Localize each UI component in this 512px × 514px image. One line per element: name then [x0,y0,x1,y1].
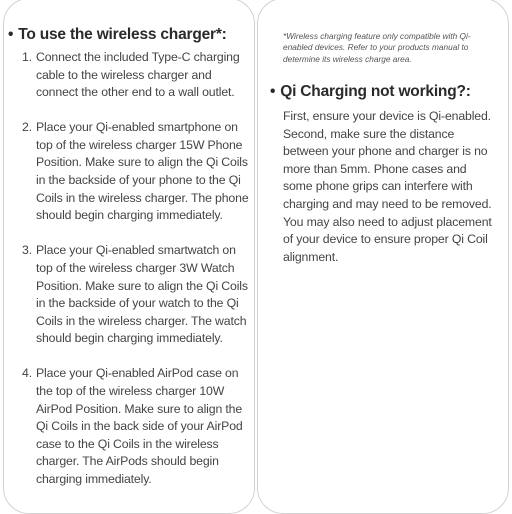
step-text: Place your Qi-enabled AirPod case on the top of the wireless charger 10W AirPod Position. Make sure to align the Qi Coils in the back side of your AirPod case to the Qi Coils in the wireless charger. The AirPods should begin charging immediately. [36,366,243,486]
troubleshooting-heading-text: Qi Charging not working?: [280,83,471,100]
usage-heading [8,26,227,44]
troubleshooting-paragraph: First, ensure your device is Qi-enabled. Second, make sure the distance between your phone and charger is no more than 5mm. Phone cases and some phone grips can interfere with charging and may need to be removed. You may also need to adjust placement of your device to ensure proper Qi Coil alignment. [283,109,492,264]
step-text: Place your Qi-enabled smartphone on top of the wireless charger 15W Phone Position. Make sure to align the Qi Coils in the backside of your phone to the Qi Coils in the wireless charger. The phone should begin charging immediately. [36,120,249,223]
heading-bullet: • [8,26,14,43]
step-text: Place your Qi-enabled smartwatch on top of the wireless charger 3W Watch Position. Make sure to align the Qi Coils in the backside of your watch to the Qi Coils in the wireless charger. The watch should begin charging immediately. [36,243,248,346]
list-item [22,242,250,348]
usage-heading-text: To use the wireless charger*: [18,26,227,43]
step-number: 3. [22,243,32,258]
step-text: Connect the included Type-C charging cable to the wireless charger and connect the other end to a wall outlet. [36,50,240,100]
usage-steps-list [22,49,250,506]
step-number: 1. [22,50,32,64]
step-number: 2. [22,120,32,135]
heading-bullet: • [270,83,276,100]
list-item [22,49,250,102]
troubleshooting-heading [270,83,471,101]
compatibility-note: *Wireless charging feature only compatible with Qi-enabled devices. Refer to your products manual to determine its wireless charge area. [283,31,471,64]
list-item [22,119,250,225]
step-number: 4. [22,366,32,381]
list-item [22,365,250,488]
